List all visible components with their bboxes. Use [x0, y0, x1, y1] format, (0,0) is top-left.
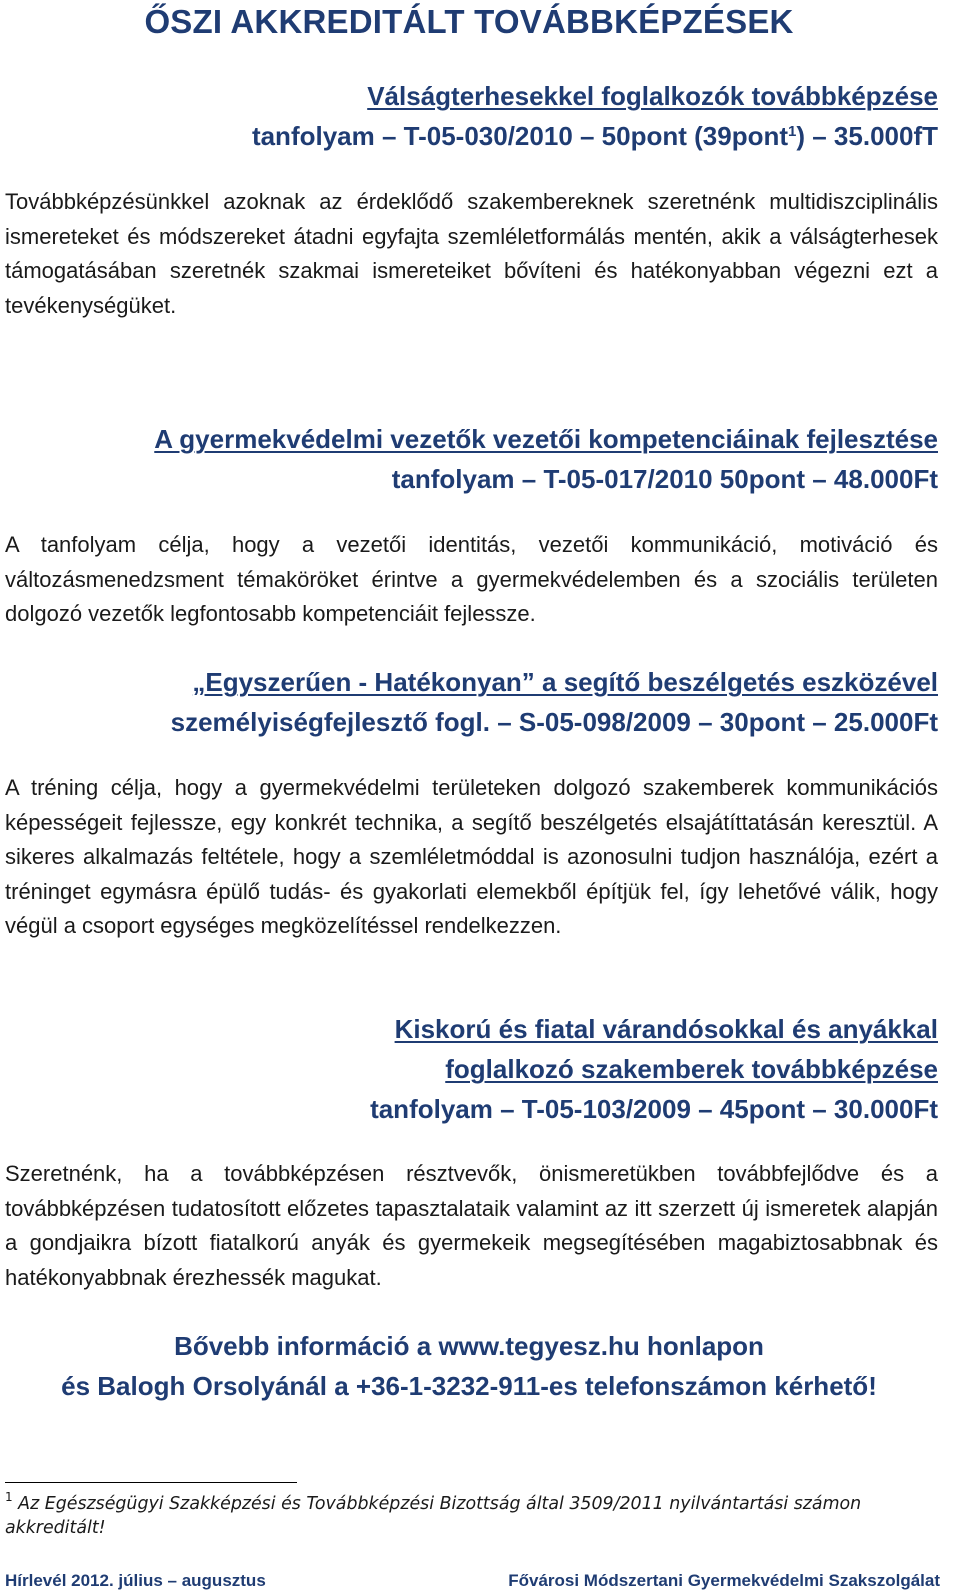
footnote-marker: 1 [5, 1490, 13, 1504]
course-3-title [6, 662, 938, 702]
footnote [5, 1492, 935, 1540]
course-2-title-text: A gyermekvédelmi vezetők vezetői kompetenciáinak fejlesztése [154, 424, 938, 454]
course-4-title-line-2 [6, 1049, 938, 1089]
course-1-info-prefix: tanfolyam – T-05-030/2010 – 50pont (39pont [251, 121, 789, 151]
course-3-description: A tréning célja, hogy a gyermekvédelmi területeken dolgozó szakemberek kommunikációs képességeit fejlessze, egy konkrét technika, a segítő beszélgetés elsajátíttatásán keresztül. A sikeres alkalmazás feltétele, hogy a szemléletmóddal is azonosulni tudjon használója, ezért a tréninget egymásra épülő tudás- és gyakorlati elemekből építjük fel, így lehetővé válik, hogy végül a csoport egységes megközelítéssel rendelkezzen. [5, 775, 938, 939]
course-1-description: Továbbképzésünkkel azoknak az érdeklődő szakembereknek szeretnénk multidiszciplinális ismereteket és módszereket átadni egyfajta szemléletformálás mentén, akik a válságterhesek támogatásában szeretnék szakmai ismereteiket bővíteni és hatékonyabban végezni ezt a tevékenységüket. [5, 189, 938, 318]
footnote-text: Az Egészségügyi Szakképzési és Továbbképzési Bizottság által 3509/2011 nyilvántartási számon akkreditált! [5, 1494, 862, 1538]
course-1-info-suffix: ) – 35.000fT [796, 121, 938, 151]
course-4-description: Szeretnénk, ha a továbbképzésen résztvevők, önismeretükben továbbfejlődve és a továbbképzésen tudatosított előzetes tapasztalataik valamint az itt szerzett új ismeretek alapján a gondjaikra bízott fiatalkorú anyák és gyermekeik megsegítésében magabiztosabbnak és hatékonyabbnak érezhessék magukat. [5, 1161, 938, 1290]
course-2-description: A tanfolyam célja, hogy a vezetői identitás, vezetői kommunikáció, motiváció és változásmenedzsment témaköröket érintve a gyermekvédelemben és a szociális területen dolgozó vezetők legfontosabb kompetenciáit fejlessze. [5, 532, 938, 627]
course-1-title [6, 76, 938, 116]
course-4-title-text-2: foglalkozó szakemberek továbbképzése [445, 1054, 938, 1084]
course-4-title-text-1: Kiskorú és fiatal várandósokkal és anyákkal [394, 1014, 938, 1044]
course-2-title [6, 419, 938, 459]
footnote-reference[interactable]: 1 [788, 123, 797, 140]
course-2-info: tanfolyam – T-05-017/2010 50pont – 48.000Ft [391, 464, 938, 494]
course-3-title-text: „Egyszerűen - Hatékonyan” a segítő beszélgetés eszközével [192, 667, 938, 697]
course-1-info [6, 116, 938, 156]
course-3-info: személyiségfejlesztő fogl. – S-05-098/2009 – 30pont – 25.000Ft [170, 707, 938, 737]
footer-organization: Fővárosi Módszertani Gyermekvédelmi Szakszolgálat [508, 1571, 940, 1590]
footnote-divider [5, 1482, 297, 1483]
contact-website-line: Bővebb információ a www.tegyesz.hu honlapon [174, 1331, 764, 1361]
course-1-title-text: Válságterhesekkel foglalkozók továbbképzése [367, 81, 938, 111]
course-4-title-line-1 [6, 1009, 938, 1049]
footer-issue: Hírlevél 2012. július – augusztus [5, 1571, 266, 1590]
page-title: ŐSZI AKKREDITÁLT TOVÁBBKÉPZÉSEK [144, 3, 794, 40]
course-4-info: tanfolyam – T-05-103/2009 – 45pont – 30.000Ft [370, 1094, 938, 1124]
contact-phone-line: és Balogh Orsolyánál a +36-1-3232-911-es telefonszámon kérhető! [61, 1371, 877, 1401]
